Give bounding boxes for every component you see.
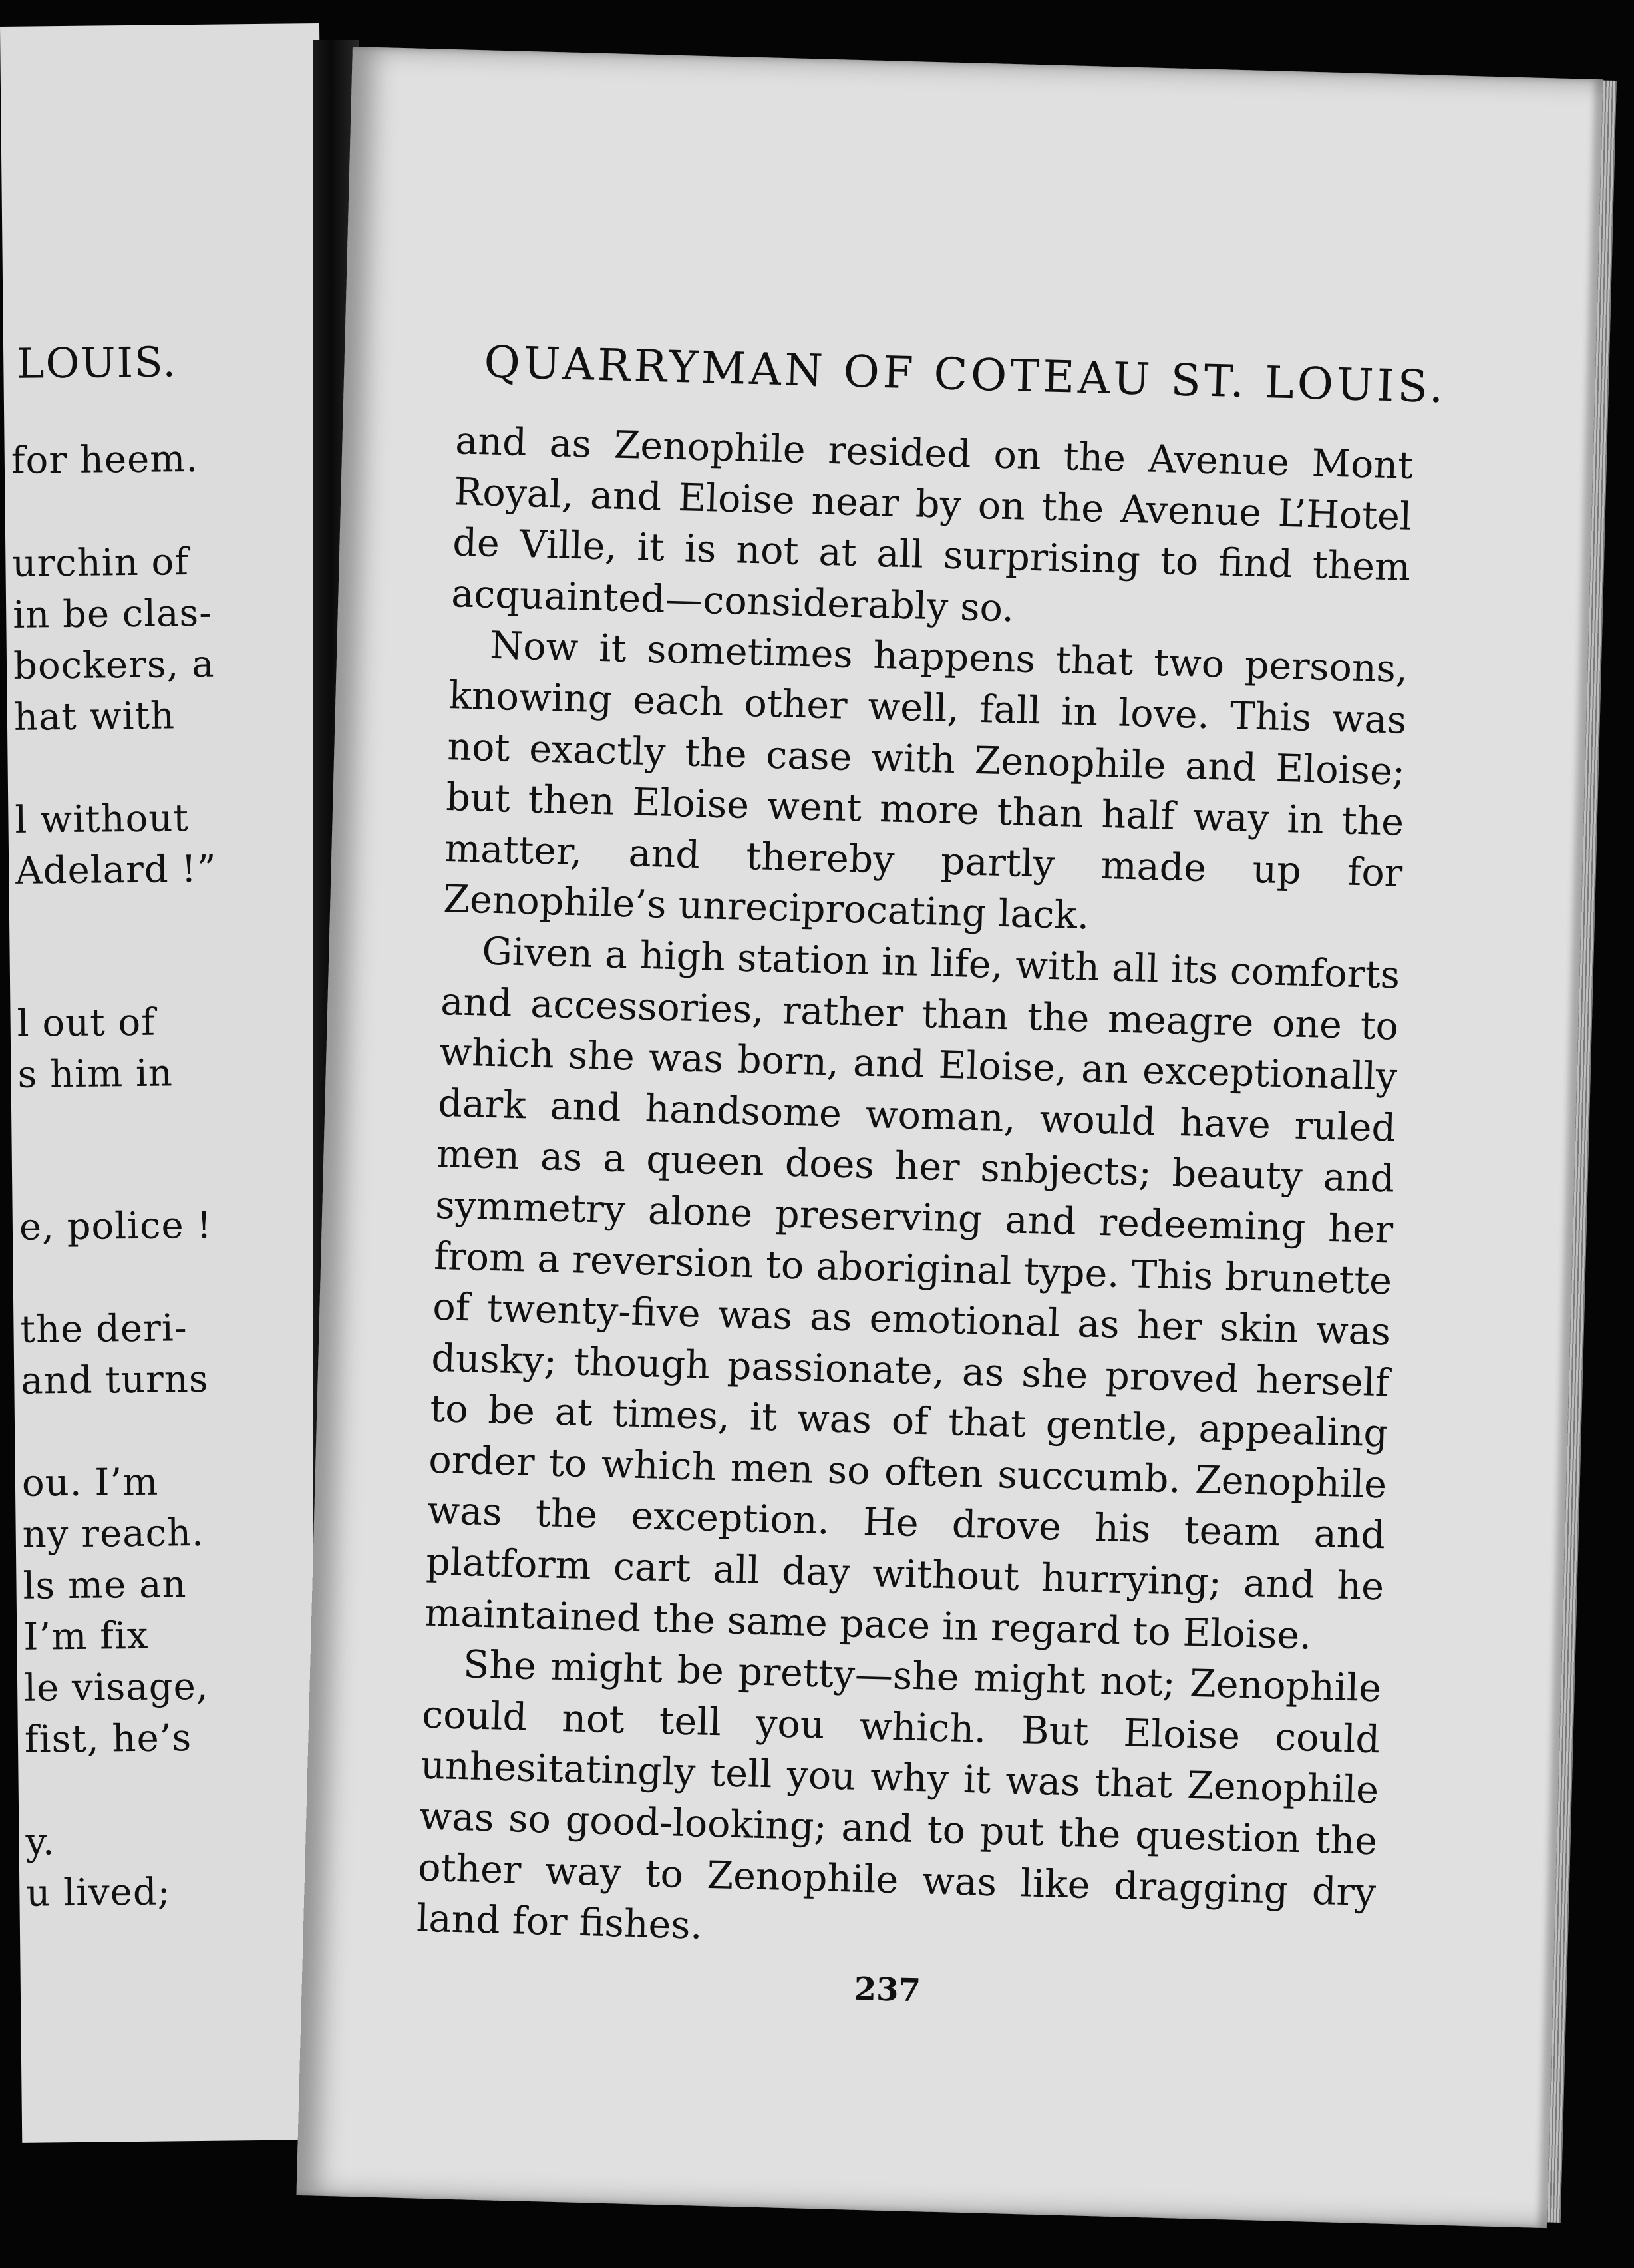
left-line: y. — [25, 1820, 55, 1864]
left-line: the deri- — [20, 1306, 188, 1352]
left-line: hat with — [13, 694, 176, 739]
left-running-head: LOUIS. — [16, 337, 178, 388]
left-line: s him in — [17, 1051, 174, 1097]
left-line: I’m fix — [23, 1614, 149, 1659]
paragraph: Given a high station in life, with all its comforts and accessories, rather than the meagre one to which she was born, and Eloise, an exceptionally dark and handsome woman, would have ruled men as a queen does her snbjects; beauty and symmetry alone preserving and redeeming her from a reversion to aboriginal type. This brunette of twenty-five was as emotional as her skin was dusky; though passionate, as she proved herself to be at times, it was of that gentle, appealing order to which men so often succumb. Zenophile was the exception. He drove his team and platform cart all day without hurrying; and he maintained the same pace in regard to Eloise. — [424, 929, 1400, 1658]
paragraph: She might be pretty—she might not; Zenophile could not tell you which. But Eloise could unhesitatingly tell you why it was that Zenophile was so good-looking; and to put the question the other way to Zenophile was like dragging dry land for fishes. — [416, 1642, 1382, 1948]
left-line: bockers, a — [13, 642, 215, 688]
left-line: l without — [15, 797, 190, 842]
left-line: l out of — [17, 1000, 156, 1045]
right-page — [296, 47, 1603, 2228]
left-line: for heem. — [11, 437, 199, 482]
left-page — [0, 23, 341, 2143]
page-number: 237 — [854, 1970, 921, 2010]
left-line: ou. I’m — [21, 1460, 159, 1505]
left-line: e, police ! — [19, 1203, 213, 1249]
left-line: ls me an — [23, 1563, 187, 1608]
left-line: and turns — [20, 1357, 209, 1403]
left-line: le visage, — [23, 1664, 209, 1710]
running-head: QUARRYMAN OF COTEAU ST. LOUIS. — [483, 336, 1448, 413]
left-line: fist, he’s — [24, 1716, 192, 1762]
body-text — [416, 415, 1414, 1969]
left-line: urchin of — [12, 540, 190, 586]
left-line: Adelard !” — [15, 847, 217, 893]
paragraph: Now it sometimes happens that two persons, knowing each other well, fall in love. This was not exactly the case with Zenophile and Eloise; but then Eloise went more than half way in the matter, and thereby partly made up for Zenophile’s unreciprocating lack. — [442, 624, 1408, 938]
left-line: ny reach. — [22, 1511, 205, 1557]
left-line: in be clas- — [12, 591, 213, 637]
left-line: u lived; — [26, 1870, 171, 1915]
paragraph: and as Zenophile resided on the Avenue Mont Royal, and Eloise near by on the Avenue L’Hotel de Ville, it is not at all surprising to find them acquainted—considerably so. — [450, 419, 1414, 631]
